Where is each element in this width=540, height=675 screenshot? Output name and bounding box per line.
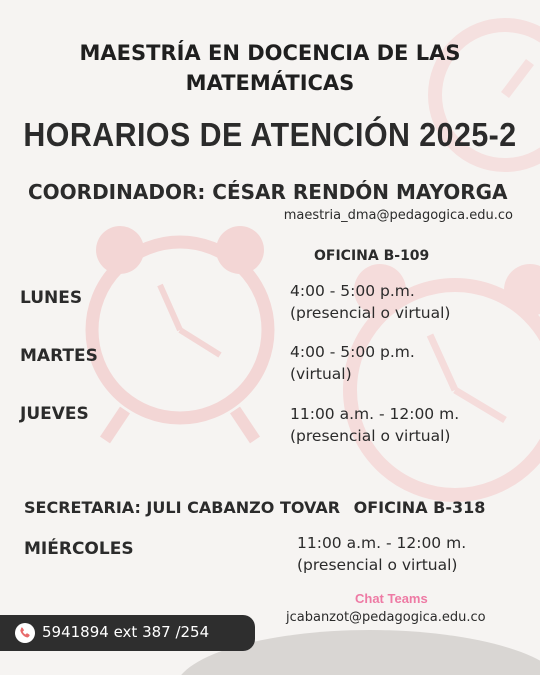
secretary-heading: SECRETARIA: JULI CABANZO TOVAR <box>24 498 341 517</box>
time-miercoles-mode: (presencial o virtual) <box>297 556 458 574</box>
time-martes-mode: (virtual) <box>290 365 352 383</box>
chat-teams-label[interactable]: Chat Teams <box>355 591 428 606</box>
phone-bar[interactable] <box>0 615 255 651</box>
time-jueves-hours: 11:00 a.m. - 12:00 m. <box>290 405 460 423</box>
schedule-title: HORARIOS DE ATENCIÓN 2025-2 <box>23 116 517 153</box>
time-martes-hours: 4:00 - 5:00 p.m. <box>290 343 415 361</box>
program-title <box>0 38 540 98</box>
clock-left-icon <box>92 226 268 440</box>
coordinator-office: OFICINA B-109 <box>314 248 430 264</box>
time-miercoles <box>297 532 466 576</box>
time-jueves <box>290 403 459 447</box>
secretary-heading-row <box>24 498 485 517</box>
phone-number: 5941894 ext 387 /254 <box>42 623 210 641</box>
day-lunes: LUNES <box>20 288 83 308</box>
secretary-email[interactable]: jcabanzot@pedagogica.edu.co <box>286 610 486 625</box>
day-miercoles: MIÉRCOLES <box>24 539 134 559</box>
program-title-line1: MAESTRÍA EN DOCENCIA DE LAS <box>79 41 461 65</box>
time-lunes <box>290 280 450 324</box>
secretary-office: OFICINA B-318 <box>353 498 486 517</box>
day-jueves: JUEVES <box>20 404 89 424</box>
coordinator-email[interactable]: maestria_dma@pedagogica.edu.co <box>283 208 513 223</box>
time-martes <box>290 341 415 385</box>
day-martes: MARTES <box>20 346 98 366</box>
time-lunes-hours: 4:00 - 5:00 p.m. <box>290 282 415 300</box>
time-jueves-mode: (presencial o virtual) <box>290 427 451 445</box>
program-title-line2: MATEMÁTICAS <box>185 71 355 95</box>
time-miercoles-hours: 11:00 a.m. - 12:00 m. <box>297 534 467 552</box>
phone-icon <box>15 623 35 643</box>
time-lunes-mode: (presencial o virtual) <box>290 304 451 322</box>
coordinator-heading: COORDINADOR: CÉSAR RENDÓN MAYORGA <box>28 180 508 204</box>
